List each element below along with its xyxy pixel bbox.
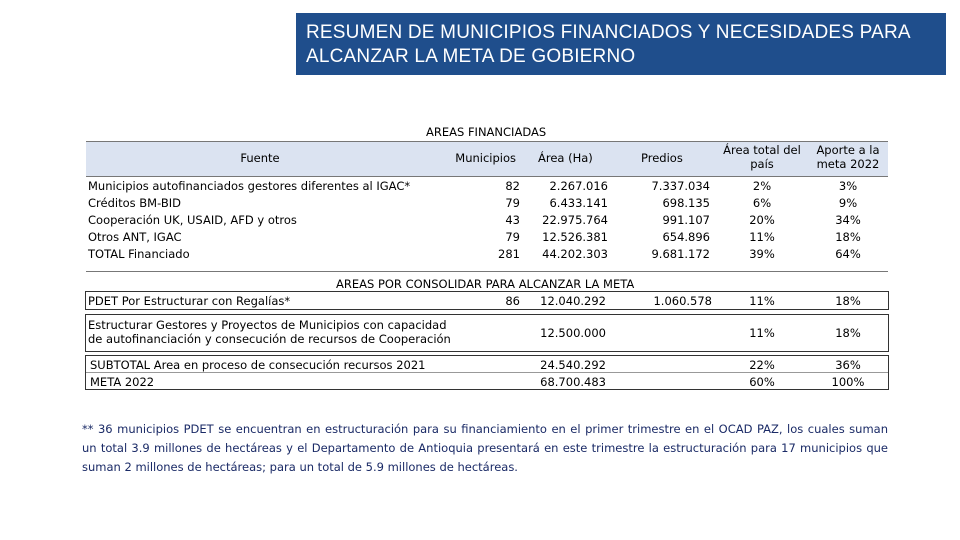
- page-title: RESUMEN DE MUNICIPIOS FINANCIADOS Y NECESIDADES PARA ALCANZAR LA META DE GOBIERNO: [296, 13, 946, 75]
- footnote: ** 36 municipios PDET se encuentran en estructuración para su financiamiento en el primer trimestre en el OCAD PAZ, los cuales suman un total 3.9 millones de hectáreas y el Departamento de Antioquia presentará en este trimestre la estructuración para 17 municipios que suman 2 millones de hectáreas; para un total de 5.9 millones de hectáreas.: [82, 422, 888, 474]
- column-header-municipios: Municipios: [455, 151, 516, 165]
- column-header-predios: Predios: [641, 151, 683, 165]
- column-header-fuente: Fuente: [240, 151, 280, 165]
- section-heading-to-consolidate: AREAS POR CONSOLIDAR PARA ALCANZAR LA META: [336, 277, 635, 291]
- column-header-area: Área (Ha): [538, 151, 593, 165]
- section-heading-financed: AREAS FINANCIADAS: [426, 125, 547, 139]
- column-header-area-pais: Área total del país: [723, 143, 801, 171]
- column-header-aporte: Aporte a la meta 2022: [816, 143, 880, 171]
